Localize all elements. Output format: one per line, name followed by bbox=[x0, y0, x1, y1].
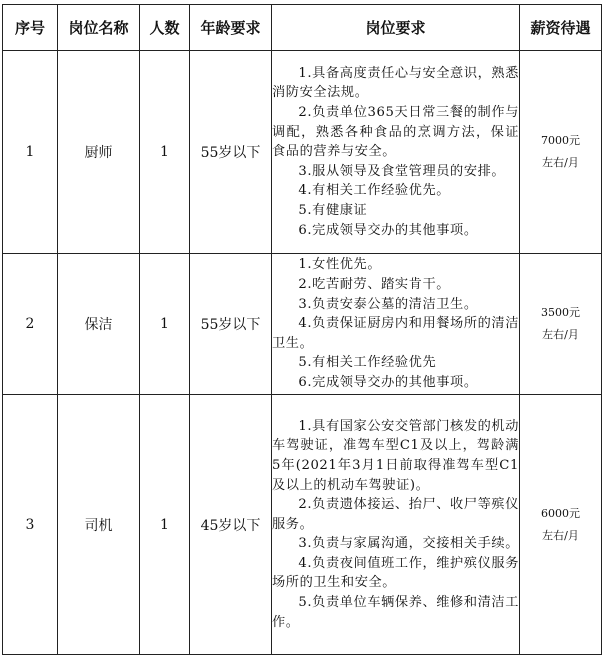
row-position: 司机 bbox=[58, 395, 140, 655]
header-no: 序号 bbox=[3, 5, 58, 51]
salary-unit: 左右/月 bbox=[542, 528, 579, 542]
row-age: 55岁以下 bbox=[190, 51, 272, 254]
requirement-item: 3.负责安泰公墓的清洁卫生。 bbox=[298, 296, 478, 312]
row-age: 45岁以下 bbox=[190, 395, 272, 655]
requirement-item: 4.负责夜间值班工作，维护殡仪服务场所的卫生和安全。 bbox=[272, 555, 519, 591]
table-header-row bbox=[3, 5, 602, 51]
job-table bbox=[2, 4, 602, 655]
row-no: 2 bbox=[3, 254, 58, 395]
requirement-item: 3.服从领导及食堂管理员的安排。 bbox=[298, 163, 506, 179]
salary-amount: 6000元 bbox=[541, 506, 580, 520]
requirement-item: 5.负责单位车辆保养、维修和清洁工作。 bbox=[272, 595, 519, 630]
header-requirements: 岗位要求 bbox=[272, 5, 520, 51]
row-age: 55岁以下 bbox=[190, 254, 272, 395]
requirement-item: 2.负责遗体接运、抬尸、收尸等殡仪服务。 bbox=[272, 497, 519, 532]
row-requirements bbox=[272, 254, 520, 395]
table-row bbox=[3, 395, 602, 655]
requirement-item: 2.吃苦耐劳、踏实肯干。 bbox=[298, 277, 451, 293]
salary-amount: 7000元 bbox=[541, 134, 580, 147]
row-salary bbox=[520, 395, 602, 655]
requirement-item: 3.负责与家属沟通，交接相关手续。 bbox=[298, 536, 519, 552]
header-count: 人数 bbox=[140, 5, 190, 51]
row-count: 1 bbox=[140, 51, 190, 254]
requirement-item: 1.具有国家公安交管部门核发的机动车驾驶证，准驾车型C1及以上，驾龄满5年(2021年3月1日前取得准驾车型C1及以上的机动车驾驶证)。 bbox=[272, 418, 519, 493]
header-salary: 薪资待遇 bbox=[520, 5, 602, 51]
requirement-item: 6.完成领导交办的其他事项。 bbox=[298, 222, 478, 238]
row-no: 1 bbox=[3, 51, 58, 254]
requirement-item: 4.有相关工作经验优先。 bbox=[298, 183, 451, 199]
requirement-item: 1.具备高度责任心与安全意识，熟悉消防安全法规。 bbox=[272, 65, 519, 101]
row-position: 厨师 bbox=[58, 51, 140, 254]
row-salary bbox=[520, 51, 602, 254]
table-row bbox=[3, 51, 602, 254]
row-requirements bbox=[272, 51, 520, 254]
salary-unit: 左右/月 bbox=[542, 328, 579, 341]
row-salary bbox=[520, 254, 602, 395]
requirement-item: 1.女性优先。 bbox=[298, 257, 382, 273]
header-age: 年龄要求 bbox=[190, 5, 272, 51]
requirement-item: 4.负责保证厨房内和用餐场所的清洁卫生。 bbox=[272, 316, 519, 351]
requirement-item: 6.完成领导交办的其他事项。 bbox=[298, 374, 478, 390]
header-position: 岗位名称 bbox=[58, 5, 140, 51]
salary-amount: 3500元 bbox=[541, 306, 580, 319]
requirement-item: 5.有相关工作经验优先 bbox=[298, 355, 437, 371]
row-count: 1 bbox=[140, 254, 190, 395]
row-count: 1 bbox=[140, 395, 190, 655]
row-position: 保洁 bbox=[58, 254, 140, 395]
row-requirements bbox=[272, 395, 520, 655]
requirement-item: 5.有健康证 bbox=[298, 202, 368, 218]
salary-unit: 左右/月 bbox=[542, 156, 579, 169]
requirement-item: 2.负责单位365天日常三餐的制作与调配，熟悉各种食品的烹调方法，保证食品的营养与安全。 bbox=[272, 105, 519, 160]
table-row bbox=[3, 254, 602, 395]
row-no: 3 bbox=[3, 395, 58, 655]
